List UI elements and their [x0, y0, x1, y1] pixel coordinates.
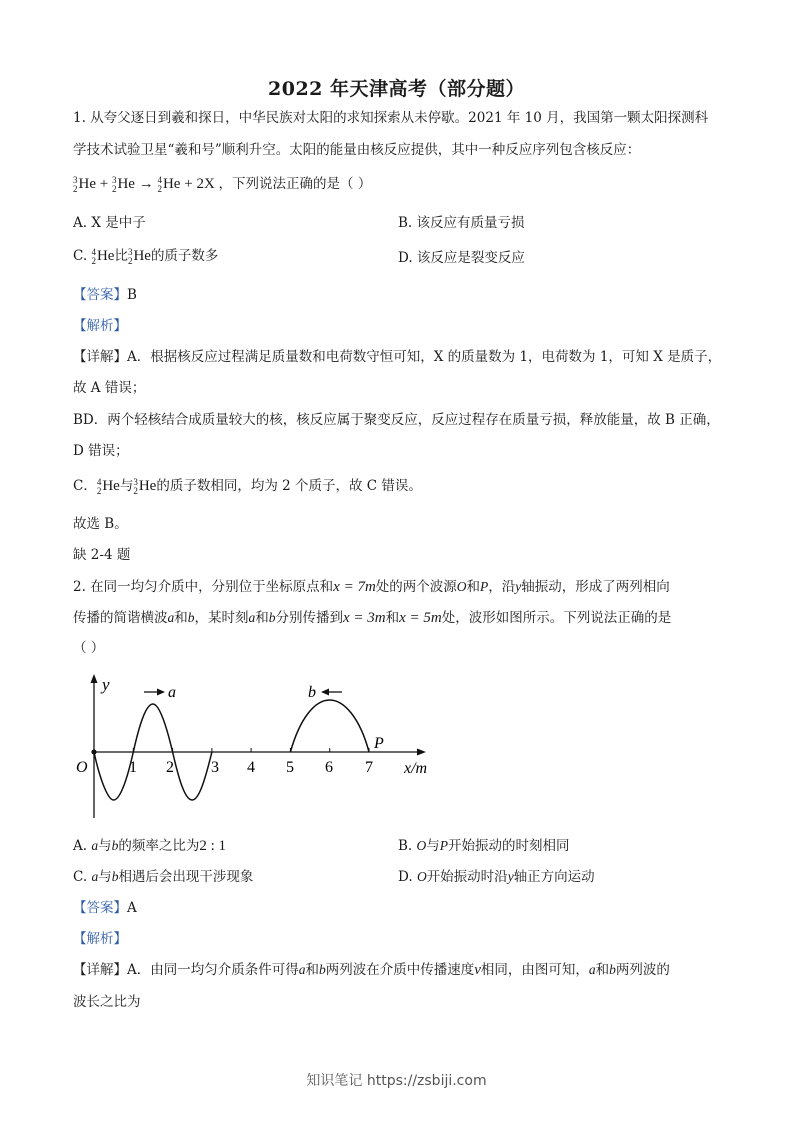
q1-option-c: C. 4 2 He比 3 2 He的质子数多 [73, 246, 219, 266]
isotope-he4-c: 4 2 [91, 246, 96, 266]
wave-a-label: a [168, 684, 176, 701]
y-axis-label: y [102, 675, 110, 694]
page-title: 2022 年天津高考（部分题） [268, 78, 525, 100]
missing-questions-note: 缺 2-4 题 [73, 547, 131, 563]
q1-stem-line2: 学技术试验卫星“羲和号”顺利升空。太阳的能量由核反应提供，其中一种反应序列包含核反应： [73, 142, 641, 158]
q1-detail-line3: BD．两个轻核结合成质量较大的核，核反应属于聚变反应，反应过程存在质量亏损，释放能量，故 B 正确， [73, 412, 720, 428]
q1-detail-line4: D 错误； [73, 443, 129, 459]
tick-label-7: 7 [365, 759, 373, 776]
tick-label-4: 4 [247, 759, 255, 776]
q1-equation-line [73, 174, 371, 200]
q1-analysis-tag: 【解析】 [73, 318, 127, 334]
isotope-he3-d: 3 2 [133, 476, 138, 496]
tick-label-5: 5 [286, 759, 294, 776]
answer-value: B [127, 287, 137, 303]
q1-answer [73, 285, 137, 305]
q2-option-c: C. a与b相遇后会出现干涉现象 [73, 869, 254, 885]
q1-detail-line1: 【详解】A．根据核反应过程满足质量数和电荷数守恒可知，X 的质量数为 1，电荷数为 1，可知 X 是质子， [73, 349, 722, 365]
q2-option-a: A. a与b的频率之比为2 : 1 [73, 838, 227, 854]
q2-detail-line1: 【详解】A．由同一均匀介质条件可得a和b两列波在介质中传播速度v相同，由图可知，a和b两列波的 [73, 962, 670, 978]
q1-option-a: A. X 是中子 [73, 215, 146, 231]
wave-b-curve [290, 700, 369, 752]
isotope-he4-d: 4 2 [96, 476, 102, 496]
isotope-he3-a: 3 2 [73, 174, 78, 194]
y-axis-arrow [91, 674, 98, 683]
x-tick-labels [129, 759, 373, 776]
tick-label-3: 3 [211, 759, 219, 776]
q2-stem-line1: 2. 在同一均匀介质中，分别位于坐标原点和x = 7m处的两个波源O和P，沿y轴振动，形成了两列相向 [73, 579, 670, 595]
tick-label-6: 6 [325, 759, 333, 776]
q2-answer-value: A [127, 900, 137, 916]
q1-detail-line5: C． 4 2 He与 3 2 He的质子数相同，均为 2 个质子，故 C 错误。 [73, 476, 422, 496]
q2-analysis-tag: 【解析】 [73, 931, 127, 947]
x-axis-arrow [417, 749, 426, 756]
q1-option-d: D. 该反应是裂变反应 [398, 250, 525, 266]
isotope-he3-c: 3 2 [127, 246, 133, 266]
nuclear-equation: 3 2 He + 3 2 He → 4 2 He + 2X [73, 174, 215, 194]
x-axis-label: x/m [404, 760, 428, 777]
source-p-label: P [374, 735, 384, 752]
q2-answer: 【答案】A [73, 900, 137, 916]
answer-tag: 【答案】 [73, 287, 127, 303]
q1-stem-line1: 1. 从夸父逐日到羲和探日，中华民族对太阳的求知探索从未停歇。2021 年 10 月，我国第一颗太阳探测科 [73, 110, 709, 126]
tick-label-1: 1 [129, 759, 137, 776]
q2-option-d: D. O开始振动时沿y轴正方向运动 [398, 869, 595, 885]
q2-stem-line2: 传播的简谐横波a和b，某时刻a和b分别传播到x = 3m和x = 5m处，波形如图所示。下列说法正确的是 [73, 610, 672, 626]
wave-b-label: b [308, 684, 316, 701]
q2-option-b: B. O与P开始振动的时刻相同 [398, 838, 570, 854]
footer-watermark: 知识笔记 https://zsbiji.com [306, 1073, 487, 1089]
q1-conclusion: 故选 B。 [73, 516, 128, 532]
isotope-he3-b: 3 2 [111, 174, 117, 194]
tick-label-2: 2 [166, 759, 174, 776]
q1-option-b: B. 该反应有质量亏损 [398, 215, 525, 231]
q2-stem-line3: （ ） [73, 640, 105, 656]
q2-detail-line2: 波长之比为 [73, 994, 141, 1010]
q1-detail-line2: 故 A 错误； [73, 380, 146, 396]
wave-figure [70, 668, 450, 828]
q1-question-tail: ，下列说法正确的是（ ） [218, 176, 372, 192]
isotope-he4: 4 2 [157, 174, 162, 194]
origin-label: O [76, 759, 88, 776]
